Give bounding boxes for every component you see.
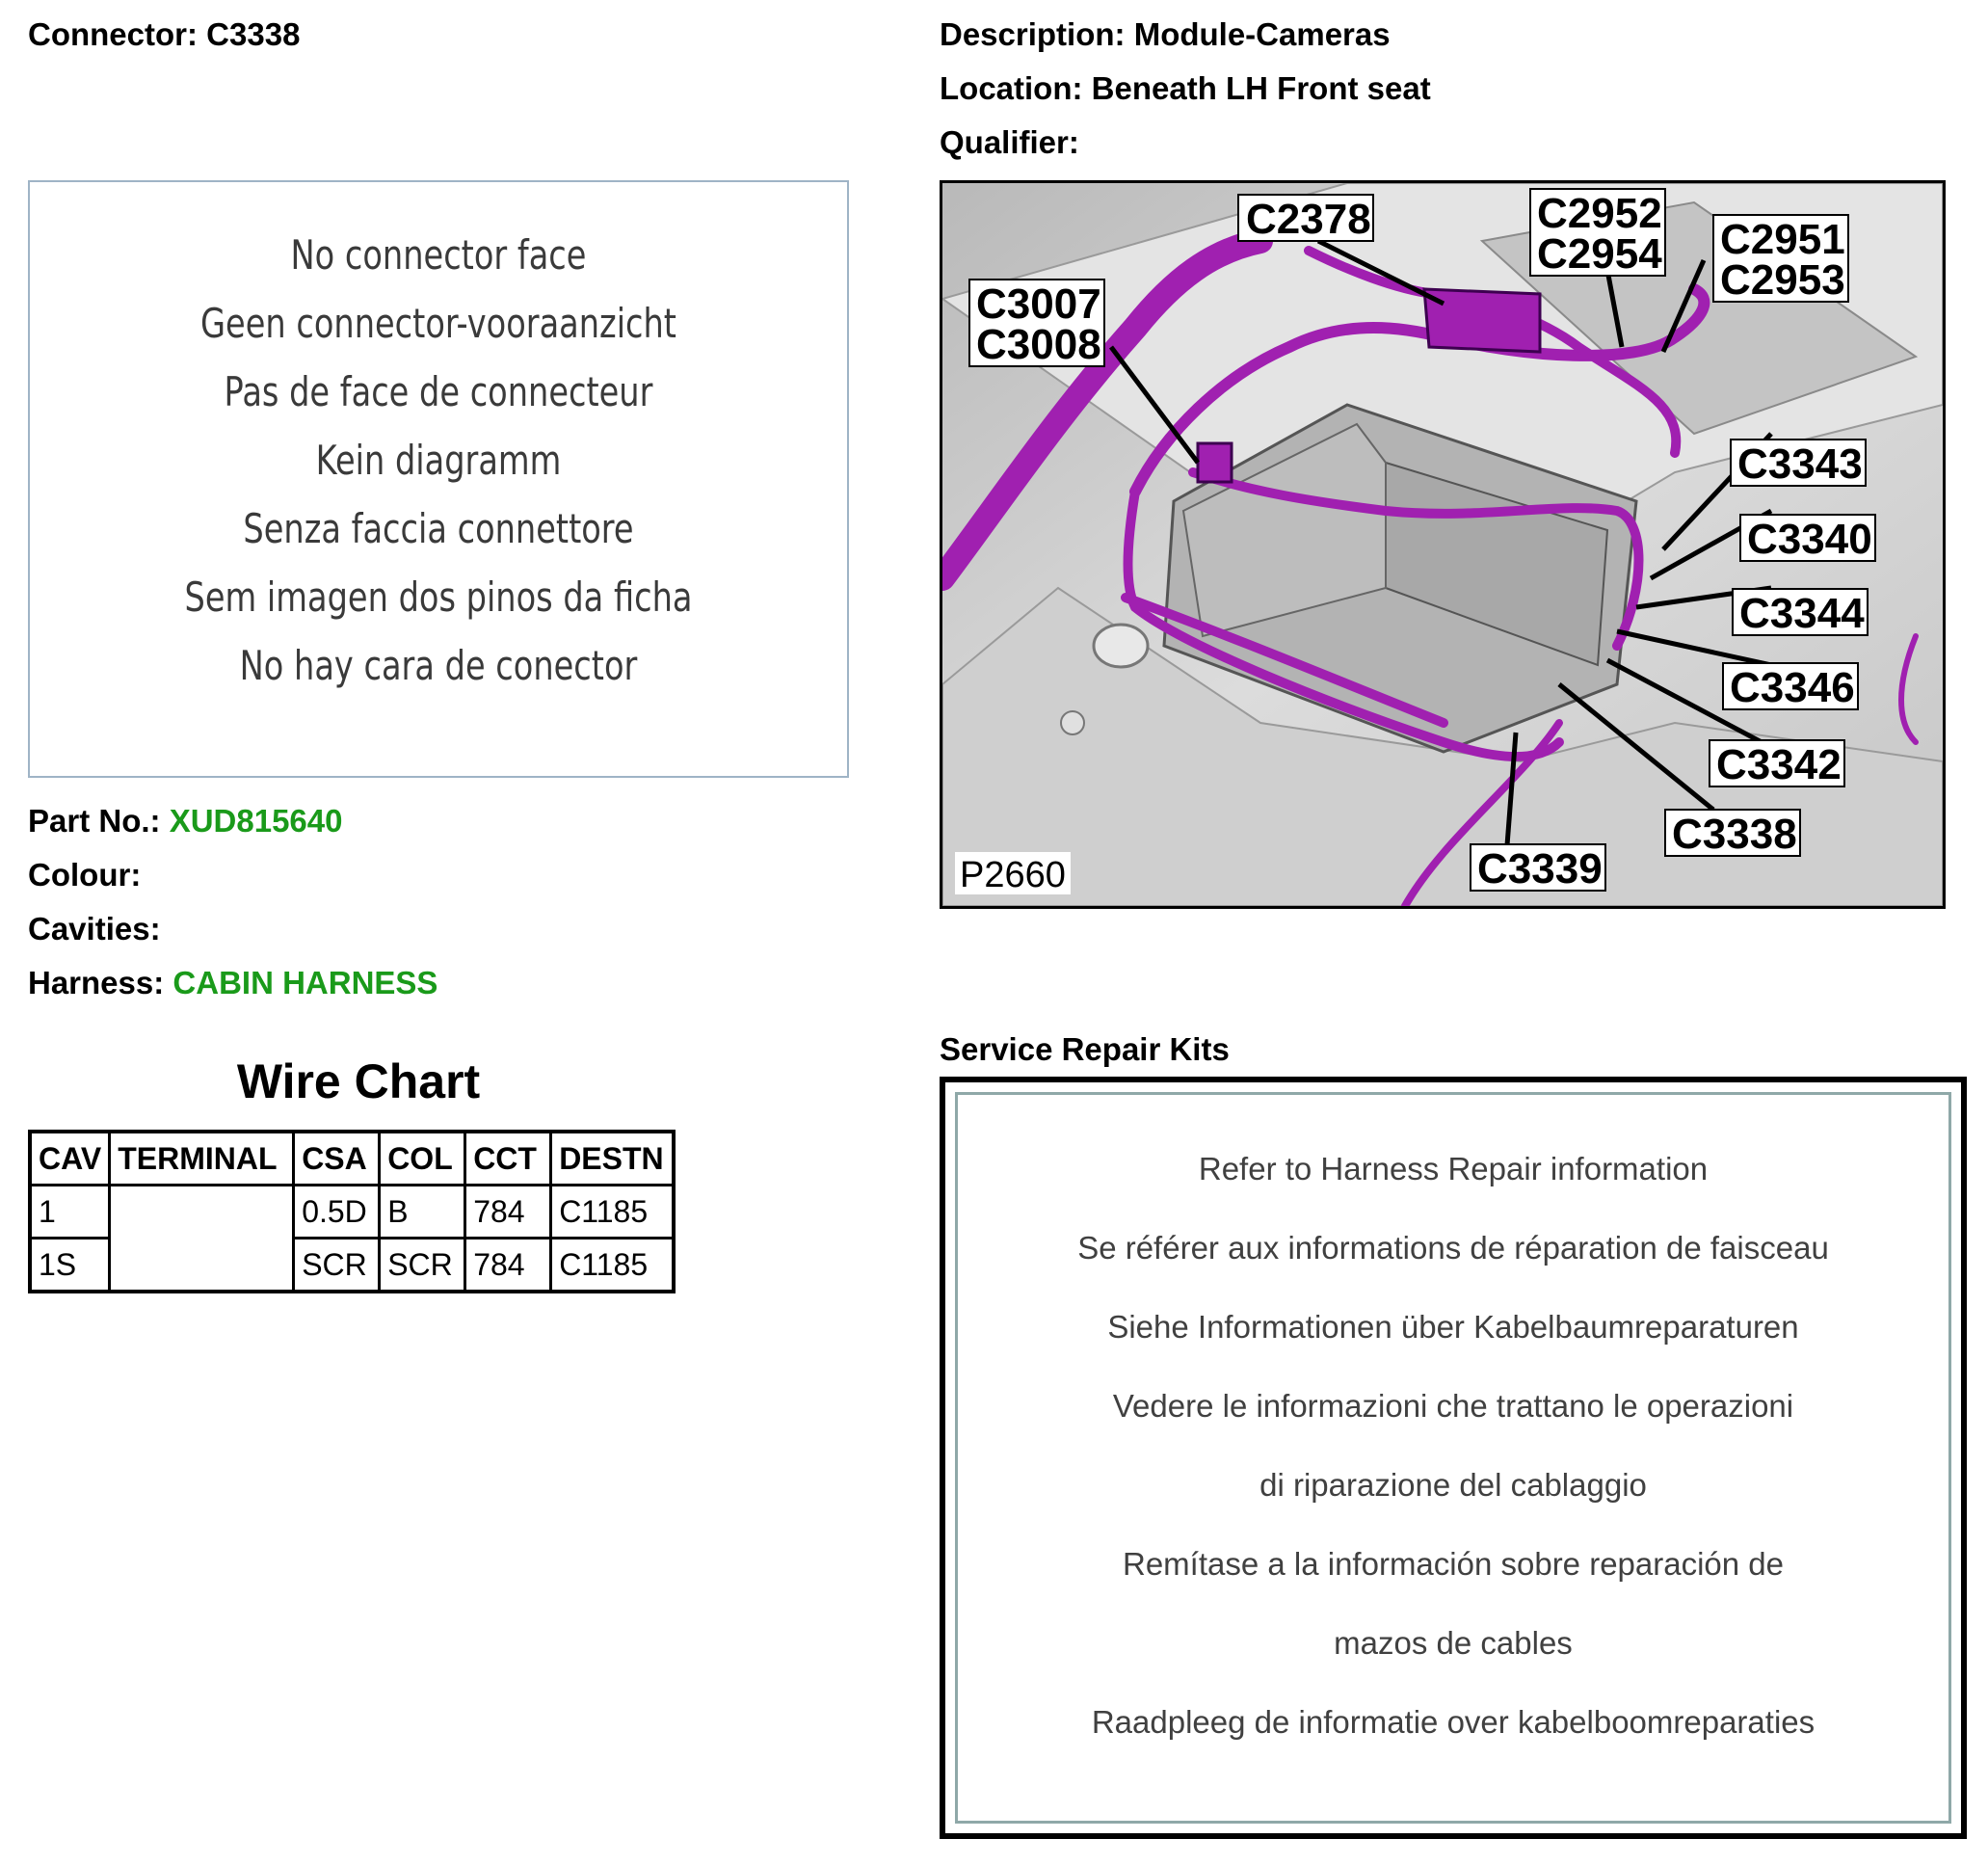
connector-face-line: No hay cara de conector [239, 642, 638, 689]
callout-c3340-text: C3340 [1747, 516, 1872, 563]
description-value: Module-Cameras [1133, 16, 1391, 52]
connector-face-line: Geen connector-vooraanzicht [200, 300, 676, 347]
wire-chart-title: Wire Chart [236, 1054, 481, 1108]
cell-col: B [380, 1186, 465, 1239]
repair-info-line: Vedere le informazioni che trattano le operazioni [1112, 1388, 1794, 1424]
cell-csa: 0.5D [294, 1186, 380, 1239]
connector-face-panel [28, 180, 849, 778]
callout-c3342-text: C3342 [1716, 741, 1842, 788]
callout-c3339-text: C3339 [1477, 845, 1603, 893]
harness-row [28, 964, 437, 1002]
connector-c3007 [1198, 443, 1232, 482]
connector-row [28, 15, 300, 54]
callout-c2953-text: C2953 [1720, 256, 1845, 304]
cell-destn-link[interactable]: C1185 [551, 1186, 675, 1239]
callout-c3343 [1731, 440, 1866, 488]
callout-c2952-c2954 [1530, 189, 1665, 278]
connector-value: C3338 [206, 16, 301, 52]
location-image [940, 180, 1946, 909]
callout-c3339 [1471, 844, 1605, 893]
floor-grommet [1094, 625, 1148, 667]
repair-info-line: di riparazione del cablaggio [1259, 1467, 1647, 1503]
callout-c3340 [1740, 515, 1875, 563]
connector-label: Connector: [28, 16, 198, 52]
image-code-text: P2660 [960, 855, 1066, 895]
qualifier-row [940, 123, 1079, 162]
callout-c3008-text: C3008 [976, 321, 1101, 368]
floor-bolt [1061, 711, 1084, 734]
connector-face-line: Sem imagen dos pinos da ficha [184, 573, 693, 621]
location-row [940, 69, 1431, 108]
column-header-destn: DESTN [551, 1132, 675, 1186]
repair-info-line: Refer to Harness Repair information [1198, 1151, 1709, 1186]
connector-face-line: Kein diagramm [315, 437, 562, 484]
cell-col: SCR [380, 1239, 465, 1293]
qualifier-label: Qualifier: [940, 124, 1079, 160]
repair-info-line: Remítase a la información sobre reparación de [1122, 1546, 1785, 1582]
cell-terminal [110, 1186, 294, 1293]
repair-info-line: mazos de cables [1334, 1625, 1573, 1661]
wire-chart-table [28, 1130, 676, 1293]
column-header-cav: CAV [30, 1132, 110, 1186]
part-no-row [28, 802, 342, 840]
callout-c2378 [1238, 195, 1373, 243]
connector-face-line: Pas de face de connecteur [224, 368, 653, 415]
cell-cct: 784 [465, 1239, 551, 1293]
callout-c3338-text: C3338 [1672, 811, 1797, 858]
repair-info-line: Se référer aux informations de réparation de faisceau [1077, 1230, 1829, 1266]
callout-c3343-text: C3343 [1737, 440, 1863, 488]
table-row [30, 1186, 674, 1239]
column-header-csa: CSA [294, 1132, 380, 1186]
part-no-link[interactable]: XUD815640 [169, 803, 343, 839]
callout-c3344-text: C3344 [1739, 590, 1865, 637]
callout-c3342 [1710, 740, 1844, 788]
callout-c3346-text: C3346 [1730, 664, 1855, 711]
connector-face-line: Senza faccia connettore [243, 505, 634, 552]
column-header-cct: CCT [465, 1132, 551, 1186]
description-label: Description: [940, 16, 1126, 52]
column-header-terminal: TERMINAL [110, 1132, 294, 1186]
service-repair-kits-title: Service Repair Kits [940, 1031, 1230, 1067]
cell-destn-link[interactable]: C1185 [551, 1239, 675, 1293]
callout-c2378-text: C2378 [1246, 196, 1371, 243]
relay-block [1424, 289, 1540, 352]
image-code-badge [955, 852, 1071, 895]
callout-c3338 [1665, 810, 1800, 858]
cell-csa: SCR [294, 1239, 380, 1293]
wire-chart-header-row [30, 1132, 674, 1186]
repair-info-line: Siehe Informationen über Kabelbaumreparaturen [1107, 1309, 1799, 1345]
callout-c3007-text: C3007 [976, 280, 1101, 328]
callout-c2952-text: C2952 [1537, 190, 1662, 237]
callout-c2951-c2953 [1713, 215, 1848, 304]
colour-label: Colour: [28, 857, 142, 893]
colour-row [28, 856, 141, 894]
callout-c2951-text: C2951 [1720, 216, 1845, 263]
cell-cav: 1 [30, 1186, 110, 1239]
callout-c3007-c3008 [969, 280, 1104, 368]
repair-info-line: Raadpleeg de informatie over kabelboomreparaties [1091, 1704, 1816, 1740]
cavities-label: Cavities: [28, 911, 161, 946]
callout-c3344 [1733, 589, 1868, 637]
column-header-col: COL [380, 1132, 465, 1186]
service-repair-kits-panel [940, 1077, 1967, 1839]
connector-face-line: No connector face [290, 231, 587, 279]
part-no-label: Part No.: [28, 803, 161, 839]
cell-cav: 1S [30, 1239, 110, 1293]
location-illustration [942, 183, 1943, 906]
callout-c2954-text: C2954 [1537, 230, 1662, 278]
location-label: Location: [940, 70, 1083, 106]
cavities-row [28, 910, 161, 948]
harness-label: Harness: [28, 965, 165, 1000]
harness-link[interactable]: CABIN HARNESS [172, 965, 438, 1000]
service-repair-kits-inner [955, 1092, 1951, 1824]
description-row [940, 15, 1391, 54]
location-value: Beneath LH Front seat [1091, 70, 1431, 106]
callout-c3346 [1723, 663, 1858, 711]
cell-cct: 784 [465, 1186, 551, 1239]
